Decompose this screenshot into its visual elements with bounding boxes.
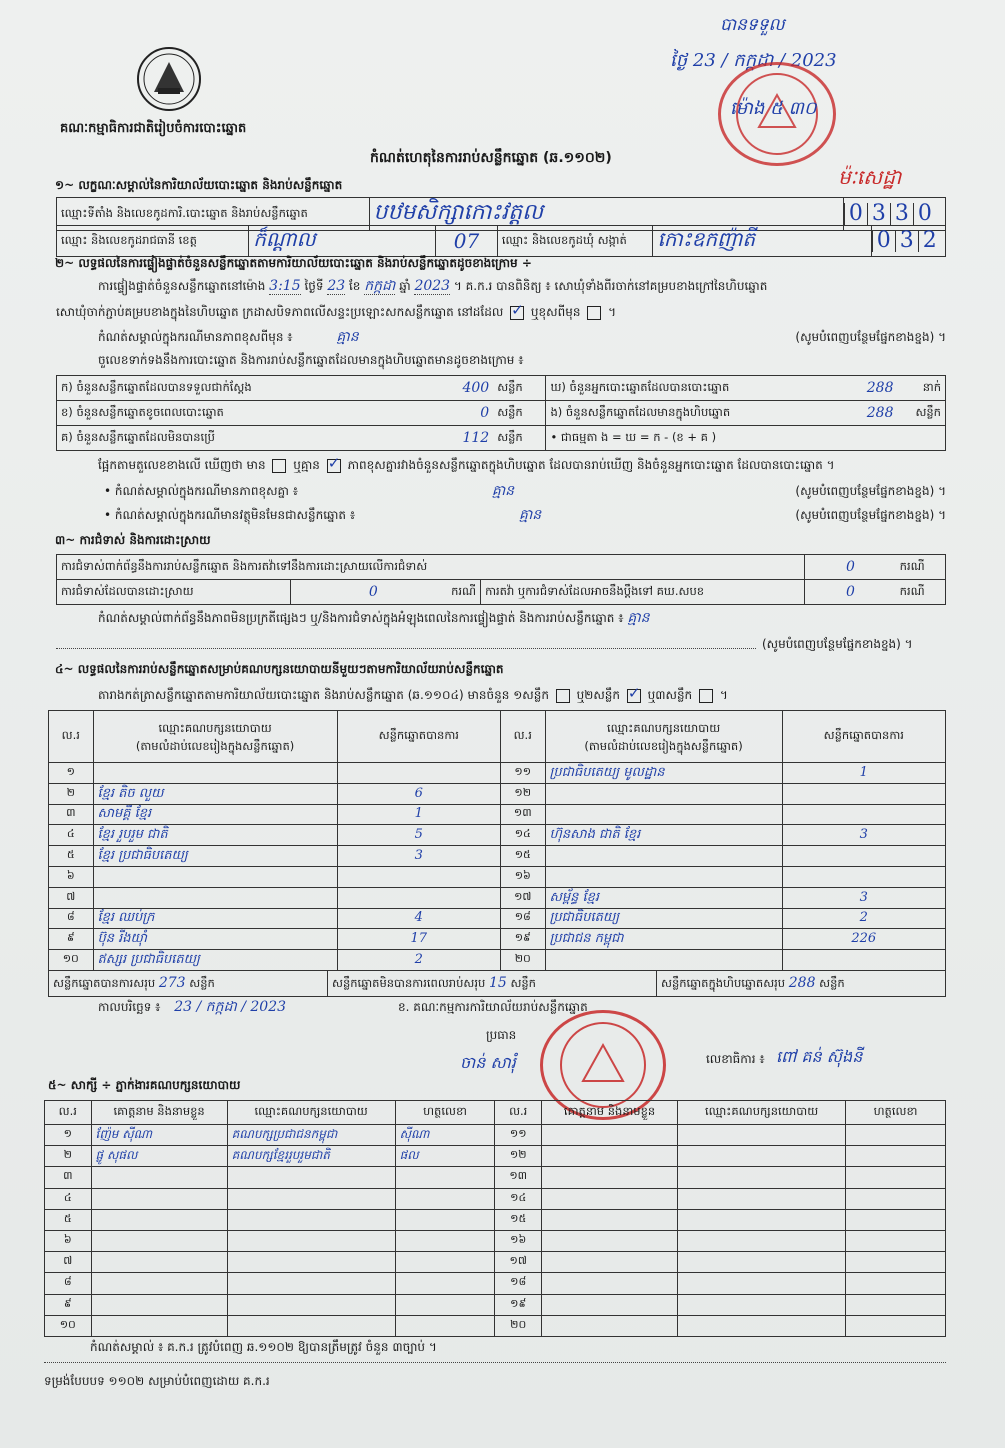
ballot-label: គ) ចំនួនសន្លឹកឆ្នោតដែលមិនបានប្រើ (57, 426, 446, 451)
total-valid-value: 273 (158, 974, 186, 991)
total-valid-label: សន្លឹកឆ្នោតបានការសរុប (53, 975, 156, 990)
row-number: ៩ (66, 931, 75, 945)
table-row (45, 1125, 946, 1146)
chair-label: ប្រធាន (486, 1028, 517, 1042)
row-number: ៩ (63, 1296, 72, 1310)
diff-note-label: • កំណត់សម្គាល់ក្នុងករណីមានភាពខុសគ្នា ៖ (104, 484, 299, 498)
two-sheet-checkbox[interactable] (627, 689, 641, 703)
ballot-formula: • ជាធម្មតា ង = ឃ = ក - (ខ + គ ) (546, 426, 946, 451)
diff-note-hint: (សូមបំពេញបន្ថែមផ្នែកខាងខ្នង) ។ (795, 484, 946, 498)
row-number: ២ (66, 785, 75, 799)
change-note-line (98, 330, 946, 345)
col-no: ល.រ (49, 711, 94, 763)
tally-intro-text: តារាងកត់ត្រាសន្លឹកឆ្នោតតាមការិយាល័យបោះឆ្នោត និងរាប់សន្លឹកឆ្នោត (ឆ.១១០៤) មានចំនួន ១សន្លឹក (98, 688, 549, 702)
ballot-label: ខ) ចំនួនសន្លឹកឆ្នោតខូចពេលបោះឆ្នោត (57, 401, 446, 426)
table-row (49, 804, 946, 825)
abnormal-note-label: • កំណត់សម្គាល់ក្នុងករណីមានវត្ថុមិនមែនជាសន្លឹកឆ្នោត ៖ (104, 508, 356, 522)
table-row (45, 1315, 946, 1336)
party-name: ខ្មែរ ឈប់ក្រ (97, 910, 155, 926)
row-number: ១៥ (514, 848, 531, 862)
row-number: ៣ (66, 806, 76, 820)
ballot-value: 112 (462, 430, 490, 446)
row-number: ២០ (510, 1317, 527, 1331)
witness-table (44, 1100, 946, 1337)
difference-line (98, 458, 835, 473)
witness-signature: ផល (399, 1148, 419, 1163)
table-row (45, 1294, 946, 1315)
col-sign: ហត្ថលេខា (846, 1101, 946, 1125)
tally-intro-text: ឬ២សន្លឹក (576, 688, 620, 702)
row-number: ៤ (63, 1190, 72, 1204)
party-votes: 2 (859, 910, 868, 926)
row-number: ១៨ (514, 910, 531, 924)
totals-table (48, 970, 946, 997)
station-label: ឈ្មោះទីតាំង និងលេខកូដការិ.បោះឆ្នោត និងរាប់សន្លឹកឆ្នោត (57, 198, 370, 231)
resolved-label: ការជំទាស់ដែលបានដោះស្រាយ (57, 580, 291, 605)
received-note: បានទទួល (720, 15, 785, 35)
party-name: ខ្មែរ ប្រជាធិបតេយ្យ (97, 848, 188, 864)
table-row (49, 950, 946, 971)
witness-party: គណបក្សខ្មែររួបរួមជាតិ (231, 1148, 330, 1163)
irregularity-hint: (សូមបំពេញបន្ថែមផ្នែកខាងខ្នង) ។ (762, 637, 913, 651)
verification-text: សោឃុំចាក់ភ្ជាប់គម្របខាងក្នុងនៃហិបឆ្នោត ក្រដាសបិទភាពលើសន្ទះប្រឡោះសកសន្លឹកឆ្នោត នៅដដែល (56, 305, 504, 319)
station-code-digit: 0 (844, 203, 867, 225)
objection-table (56, 554, 946, 605)
col-votes: សន្លឹកឆ្នោតបានការ (337, 711, 500, 763)
witness-signature: ស៊ីណា (399, 1127, 430, 1142)
ballot-row (57, 401, 946, 426)
row-number: ១២ (514, 785, 532, 799)
station-name: បឋមសិក្សាកោះវត្តល (373, 200, 544, 225)
ballot-label: ឃ) ចំនួនអ្នកបោះឆ្នោតដែលបានបោះឆ្នោត (546, 376, 840, 401)
ballot-unit: នាក់ (897, 376, 945, 401)
abnormal-note-hint: (សូមបំពេញបន្ថែមផ្នែកខាងខ្នង) ។ (795, 508, 946, 522)
col-party (545, 711, 782, 763)
one-sheet-checkbox[interactable] (556, 689, 570, 703)
row-number: ១២ (509, 1148, 527, 1162)
party-votes: 4 (414, 910, 423, 926)
footer-form-label: ទម្រង់បែបបទ ១១០២ សម្រាប់បំពេញដោយ គ.ក.រ (44, 1374, 270, 1388)
row-number: ៤ (66, 827, 75, 841)
ballot-label: ង) ចំនួនសន្លឹកឆ្នោតដែលមានក្នុងហិបឆ្នោត (546, 401, 840, 426)
party-name: សម្ព័ន្ធ ខ្មែរ (549, 889, 600, 905)
col-name: គោត្តនាម និងនាមខ្លួន (91, 1101, 227, 1125)
station-code-digit: 3 (890, 203, 913, 225)
witness-name: ផ្លូ សុផល (95, 1148, 138, 1163)
table-row (45, 1167, 946, 1188)
row-number: ៦ (66, 868, 75, 882)
has-difference-checkbox[interactable] (272, 459, 286, 473)
party-result-table (48, 710, 946, 971)
col-party-line2: (តាមលំដាប់លេខរៀងក្នុងសន្លឹកឆ្នោត) (135, 738, 295, 753)
row-number: ១ (66, 764, 75, 778)
ballot-value: 400 (462, 380, 490, 396)
row-number: ១៤ (514, 827, 531, 841)
col-name: គោត្តនាម និងនាមខ្លួន (541, 1101, 677, 1125)
objection-count: 0 (846, 559, 855, 575)
row-number: ១៧ (509, 1254, 527, 1268)
commune-code-digit: 0 (872, 230, 895, 252)
party-votes: 226 (851, 931, 877, 947)
table-row (49, 783, 946, 804)
ballot-value: 288 (866, 380, 894, 396)
party-name: ខ្មែរ រួបរួម ជាតិ (97, 827, 168, 843)
province-label: ឈ្មោះ និងលេខកូដរាជធានី ខេត្ត (57, 226, 249, 257)
ballot-value: 0 (480, 405, 490, 421)
three-sheet-checkbox[interactable] (699, 689, 713, 703)
row-number: ១៦ (510, 1233, 527, 1247)
total-unit: សន្លឹក (189, 975, 215, 990)
party-result-body (49, 763, 946, 971)
party-votes: 17 (410, 931, 428, 947)
resolved-count: 0 (368, 583, 378, 600)
ballot-unit: សន្លឹក (493, 426, 546, 451)
party-votes: 3 (414, 848, 423, 864)
col-no: ល.រ (500, 711, 545, 763)
verification-month: កក្កដា (364, 278, 396, 294)
row-number: ១១ (514, 764, 532, 778)
appeal-count: 0 (846, 584, 855, 600)
province-name: ក៏ណ្តាល (253, 227, 316, 251)
verification-text: ខែ (348, 279, 361, 293)
row-number: ១៦ (514, 868, 531, 882)
table-row (45, 1188, 946, 1209)
party-votes: 5 (414, 827, 423, 843)
change-note-hint: (សូមបំពេញបន្ថែមផ្នែកខាងខ្នង) ។ (795, 330, 946, 344)
ballot-value: 288 (866, 405, 894, 421)
section2-title: ២~ លទ្ធផលនៃការផ្ទៀងផ្ទាត់ចំនួនសន្លឹកឆ្នោតតាមការិយាល័យបោះឆ្នោត និងរាប់សន្លឹកឆ្នោតដូចខាងក្រោម ÷ (55, 256, 532, 270)
witness-name: ញ៉ែម ស៊ីណា (95, 1127, 153, 1142)
table-row (49, 825, 946, 846)
appeal-label: ការតវ៉ា ឬការជំទាស់ដែលអាចនឹងប្តឹងទៅ គឃ.សបខ (481, 580, 805, 605)
verification-text: ឬខុសពីមុន (530, 305, 581, 319)
row-number: ៥ (66, 848, 75, 862)
party-name: សាមគ្គី ខ្មែរ (97, 806, 152, 822)
party-name: ប្រជាជន កម្ពុជា (549, 931, 624, 947)
section3-title: ៣~ ការជំទាស់ និងការដោះស្រាយ (55, 533, 211, 547)
row-number: ១៩ (510, 1296, 527, 1310)
verification-text: ។ គ.ក.រ បានពិនិត្យ ៖ សោឃុំទាំងពីរចាក់នៅគម្របខាងក្រៅនៃហិបឆ្នោត (453, 279, 768, 293)
irregularity-label: កំណត់សម្គាល់ពាក់ព័ន្ធនឹងភាពមិនប្រក្រតីផ្សេងៗ ឬ/និងការជំទាស់ក្នុងអំឡុងពេលនៃការផ្ទៀងផ្ទាត់ និងការរាប់សន្លឹកឆ្នោត ៖ (98, 611, 624, 625)
irregularity-value: គ្មាន (627, 610, 650, 626)
row-number: ១៣ (513, 806, 532, 820)
commune-code-digit: 3 (895, 230, 918, 252)
table-row (49, 763, 946, 784)
table-row (49, 887, 946, 908)
received-time: ម៉ោង ៥ ៣០ (730, 98, 817, 119)
row-number: ១ (63, 1127, 72, 1141)
difference-text: ភាពខុសគ្នារវាងចំនួនសន្លឹកឆ្នោតក្នុងហិបឆ្នោត ដែលបានរាប់ឃើញ និងចំនួនអ្នកបោះឆ្នោត ដែលបានបោះឆ្នោត ។ (347, 458, 835, 472)
received-signature: ម៉ៈសេដ្ឋា (838, 165, 902, 189)
party-votes: 3 (859, 827, 868, 843)
row-number: ២០ (514, 952, 531, 966)
table-row (45, 1230, 946, 1251)
party-name: ប៊ុន រីងយ៉ាំ (97, 931, 148, 947)
table-row (45, 1209, 946, 1230)
verification-year: 2023 (414, 278, 451, 294)
row-number: ១៤ (510, 1190, 527, 1204)
party-votes: 3 (859, 889, 868, 905)
ballot-label: ក) ចំនួនសន្លឹកឆ្នោតដែលបានទទួលជាក់ស្តែង (57, 376, 446, 401)
table-row (49, 846, 946, 867)
verification-time: 3:15 (269, 278, 301, 294)
row-number: ១៩ (514, 931, 531, 945)
row-number: ១៥ (510, 1211, 527, 1225)
row-number: ១០ (59, 1317, 76, 1331)
secretary-label: លេខាធិការ ៖ (706, 1052, 765, 1066)
table-intro: ចួលេខទាក់ទងនឹងការបោះឆ្នោត និងការរាប់សន្លឹកឆ្នោតដែលមានក្នុងហិបឆ្នោតមានដូចខាងក្រោម ៖ (98, 353, 524, 367)
row-number: ៨ (66, 910, 75, 924)
tally-intro-text: ឬ៣សន្លឹក (647, 688, 693, 702)
change-note-label: កំណត់សម្គាល់ក្នុងករណីមានភាពខុសពីមុន ៖ (98, 330, 293, 344)
province-commune-table (56, 225, 946, 257)
total-unit: សន្លឹក (819, 975, 845, 990)
ballot-unit: សន្លឹក (493, 376, 546, 401)
ballot-unit: សន្លឹក (493, 401, 546, 426)
date-value: 23 / កក្កដា / 2023 (174, 999, 287, 1015)
date-label: កាលបរិច្ឆេទ ៖ (98, 1000, 161, 1014)
tally-intro: តារាងកត់ត្រាសន្លឹកឆ្នោតតាមការិយាល័យបោះឆ្នោត និងរាប់សន្លឹកឆ្នោត (ឆ.១១០៤) មានចំនួន ១សន្លឹក ឬ២សន្លឹក ✓ ឬ៣សន្លឹក ។ (98, 688, 728, 703)
table-row (49, 866, 946, 887)
appeal-unit: ករណី (896, 580, 946, 605)
party-name: ប្រជាធិបតេយ្យ (549, 910, 620, 926)
received-date: ថ្ងៃ 23 / កក្កដា / 2023 (670, 50, 837, 71)
chair-signature: ចាន់ សារុំ (460, 1053, 516, 1072)
party-votes: 2 (414, 952, 423, 968)
section4-title: ៤~ លទ្ធផលនៃការរាប់សន្លឹកឆ្នោតសម្រាប់គណបក្សនយោបាយនីមួយៗតាមការិយាល័យរាប់សន្លឹកឆ្នោត (55, 662, 504, 676)
verification-text: ថ្ងៃទី (304, 279, 324, 293)
unchanged-checkbox[interactable] (510, 306, 524, 320)
total-box-label: សន្លឹកឆ្នោតក្នុងហិបឆ្នោតសរុប (661, 975, 786, 990)
col-party: ឈ្មោះគណបក្សនយោបាយ (678, 1101, 846, 1125)
party-name: ហ៊ុនសាង ជាតិ ខ្មែរ (549, 827, 641, 843)
party-name: ឥស្សរ ប្រជាធិបតេយ្យ (97, 952, 200, 968)
witness-body (45, 1125, 946, 1337)
count-committee-label: ខ. គណៈកម្មការការិយាល័យរាប់សន្លឹកឆ្នោត (398, 1000, 588, 1014)
party-name: ប្រជាធិបតេយ្យ មូលដ្ឋាន (549, 764, 665, 780)
ballot-row (57, 376, 946, 401)
row-number: ១១ (509, 1127, 527, 1141)
col-party-line1: ឈ្មោះគណបក្សនយោបាយ (606, 720, 721, 735)
difference-text: ផ្អែកតាមតួលេខខាងលើ ឃើញថា មាន (98, 458, 266, 472)
row-number: ៥ (63, 1211, 72, 1225)
ballot-unit: សន្លឹក (897, 401, 945, 426)
no-difference-checkbox[interactable] (327, 459, 341, 473)
changed-checkbox[interactable] (587, 306, 601, 320)
date-line (98, 1000, 286, 1015)
footer-divider (44, 1362, 946, 1363)
row-number: ១៧ (514, 889, 532, 903)
col-party: ឈ្មោះគណបក្សនយោបាយ (227, 1101, 395, 1125)
committee-name: គណៈកម្មាធិការជាតិរៀបចំការបោះឆ្នោត (60, 121, 247, 136)
party-votes: 1 (859, 764, 868, 780)
party-votes: 6 (414, 785, 423, 801)
row-number: ៣ (63, 1169, 73, 1183)
verification-line-1 (98, 279, 767, 294)
table-row (45, 1273, 946, 1294)
nec-logo (134, 44, 204, 114)
party-name: ខ្មែរ តិច លួយ (97, 785, 164, 801)
total-unit: សន្លឹក (510, 975, 536, 990)
objection-label: ការជំទាស់ពាក់ព័ន្ធនឹងការរាប់សន្លឹកឆ្នោត និងការតវ៉ាទៅនឹងការដោះស្រាយលើការជំទាស់ (57, 555, 805, 580)
diff-note-value: គ្មាន (491, 483, 515, 499)
abnormal-note-line (104, 508, 946, 523)
difference-text: ឬគ្មាន (293, 458, 320, 472)
col-party (93, 711, 337, 763)
form-title: កំណត់ហេតុនៃការរាប់សន្លឹកឆ្នោត (ឆ.១១០២) (370, 150, 612, 166)
diff-note-line (104, 484, 946, 499)
change-note-value: គ្មាន (336, 329, 359, 345)
irregularity-note (98, 611, 650, 626)
row-number: ៧ (66, 889, 76, 903)
total-invalid-label: សន្លឹកឆ្នោតមិនបានការពេលរាប់សរុប (332, 975, 486, 990)
table-row (45, 1146, 946, 1167)
footer-note: កំណត់សម្គាល់ ៖ គ.ក.រ ត្រូវបំពេញ ឆ.១១០២ ឱ្យបានត្រឹមត្រូវ ចំនួន ៣ច្បាប់ ។ (90, 1340, 437, 1354)
objection-unit: ករណី (896, 555, 946, 580)
row-number: ១៣ (509, 1169, 528, 1183)
table-row (49, 908, 946, 929)
dotted-line (56, 648, 756, 649)
row-number: ១០ (62, 952, 79, 966)
col-sign: ហត្ថលេខា (395, 1101, 495, 1125)
commune-name: កោះឧកញ៉ាតី (657, 227, 756, 251)
table-row (45, 1252, 946, 1273)
row-number: ៧ (63, 1254, 73, 1268)
verification-line-2: សោឃុំចាក់ភ្ជាប់គម្របខាងក្នុងនៃហិបឆ្នោត ក្រដាសបិទភាពលើសន្ទះប្រឡោះសកសន្លឹកឆ្នោត នៅដដែល ✓ ឬខុសពីមុន ។ (56, 305, 616, 320)
ballot-count-table (56, 375, 946, 451)
secretary-name: ពៅ គន់ ស៊ុងនី (776, 1047, 863, 1066)
row-number: ១៨ (510, 1275, 527, 1289)
row-number: ៦ (63, 1233, 72, 1247)
col-no: ល.រ (495, 1101, 542, 1125)
col-party-line1: ឈ្មោះគណបក្សនយោបាយ (158, 720, 272, 735)
party-votes: 1 (414, 806, 423, 822)
col-votes: សន្លឹកឆ្នោតបានការ (782, 711, 945, 763)
witness-party: គណបក្សប្រជាជនកម្ពុជា (231, 1127, 338, 1142)
row-number: ២ (63, 1148, 72, 1162)
section5-title: ៥~ សាក្សី ÷ ភ្នាក់ងារគណបក្សនយោបាយ (48, 1078, 241, 1092)
station-code-digit: 0 (913, 203, 936, 225)
total-box-value: 288 (788, 974, 816, 991)
table-row (49, 929, 946, 950)
abnormal-note-value: គ្មាន (518, 507, 542, 523)
col-party-line2: (តាមលំដាប់លេខរៀងក្នុងសន្លឹកឆ្នោត) (584, 738, 743, 753)
station-code-digit: 3 (867, 203, 890, 225)
resolved-unit: ករណី (451, 583, 477, 598)
verification-day: 23 (327, 278, 346, 294)
province-code: 07 (453, 229, 480, 253)
commune-label: ឈ្មោះ និងលេខកូដឃុំ សង្កាត់ (497, 226, 653, 257)
row-number: ៨ (63, 1275, 72, 1289)
verification-text: ការផ្ទៀងផ្ទាត់ចំនួនសន្លឹកឆ្នោតនៅម៉ោង (98, 279, 266, 293)
ballot-row (57, 426, 946, 451)
col-no: ល.រ (45, 1101, 92, 1125)
total-invalid-value: 15 (488, 974, 507, 991)
verification-text: ឆ្នាំ (399, 279, 411, 293)
commune-code-digit: 2 (918, 230, 941, 252)
section1-title: ១~ លក្ខណៈសម្គាល់នៃការិយាល័យបោះឆ្នោត និងរាប់សន្លឹកឆ្នោត (55, 178, 343, 192)
